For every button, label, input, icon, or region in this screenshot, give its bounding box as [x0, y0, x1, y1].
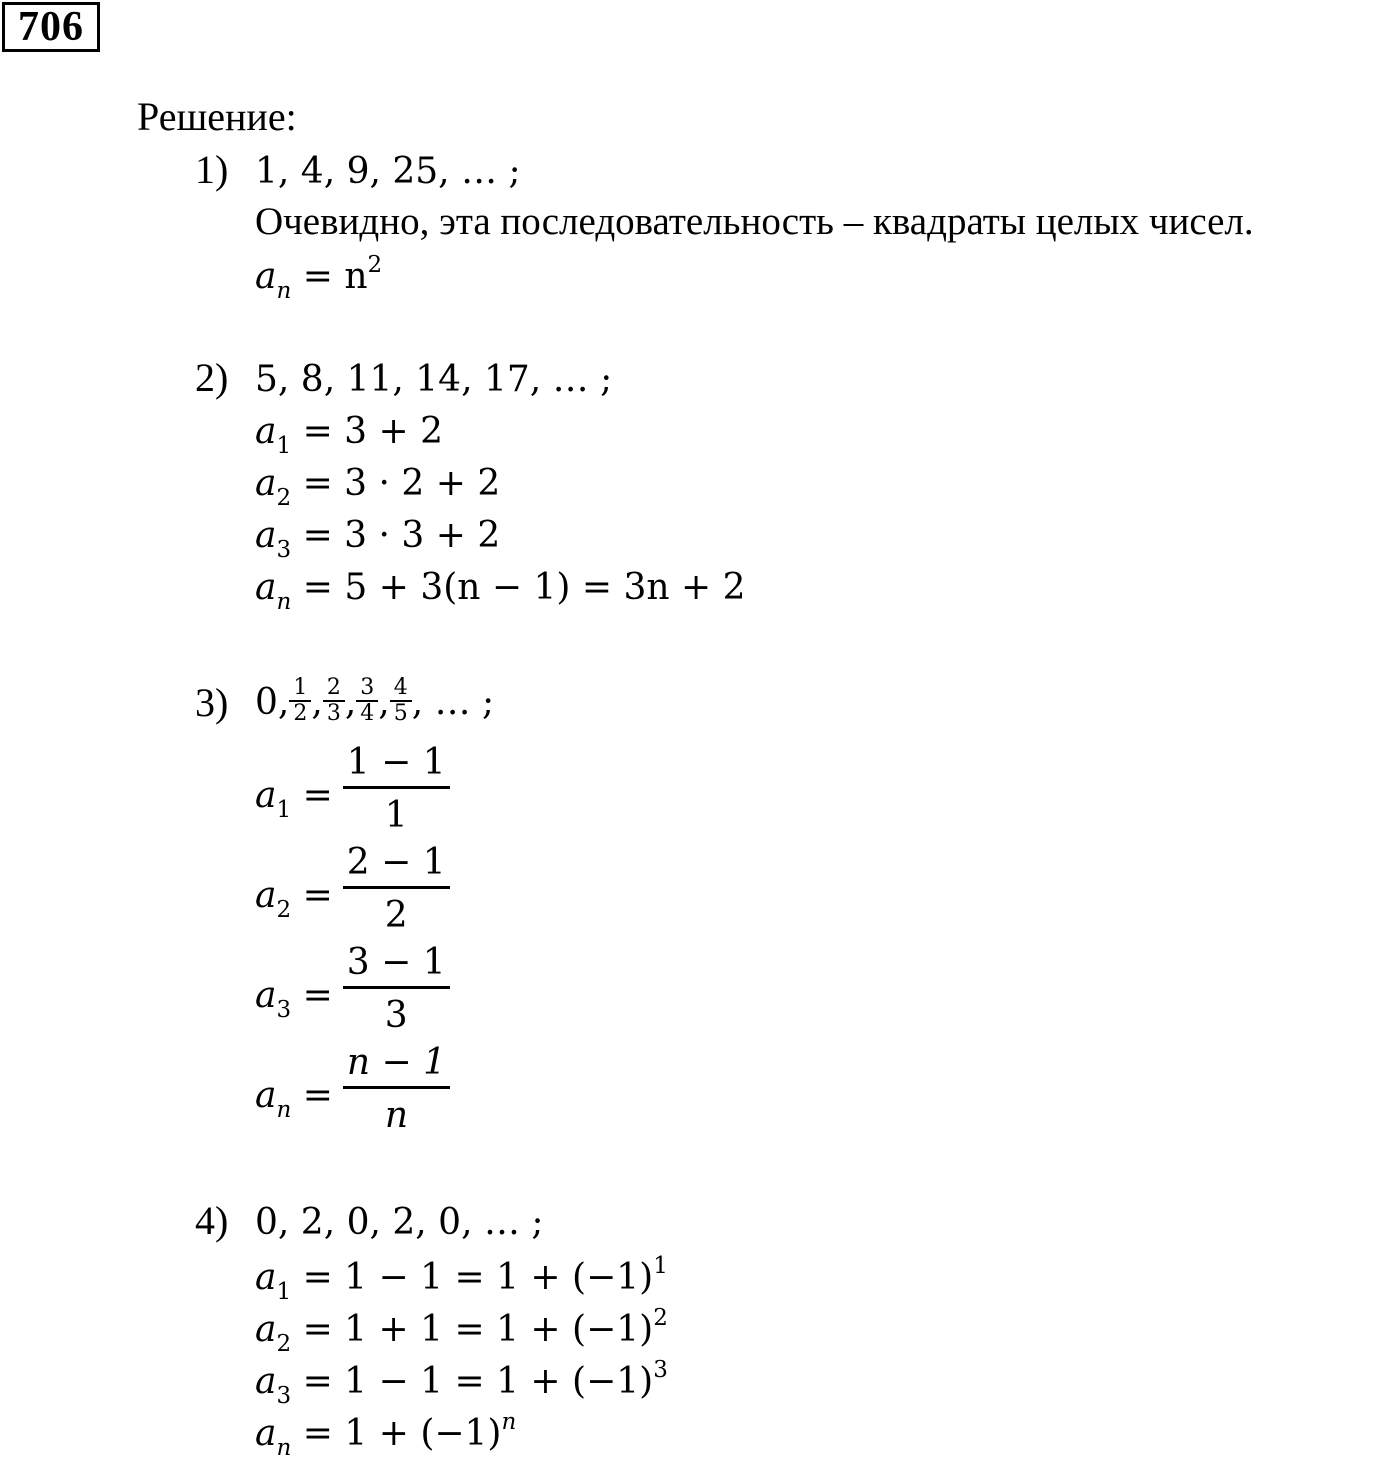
seq-first: 0,	[255, 682, 290, 723]
seq-fraction	[289, 676, 311, 726]
item-3-number: 3)	[195, 680, 229, 725]
subscript: 1	[276, 797, 292, 823]
frac-den: 5	[393, 701, 408, 726]
equals: =	[302, 1075, 333, 1116]
item-3-sequence: 0, $\frac{1}{2}$ , $\frac{2}{3}$ , $\frac{3}{4}$ , $\frac{4}{5}$ , … ;	[255, 675, 495, 726]
frac-den: 2	[293, 701, 308, 726]
formula-sub: n	[276, 278, 292, 304]
frac-num: 3 − 1	[343, 940, 450, 989]
frac-den: 1	[384, 795, 408, 836]
subscript: 2	[276, 485, 292, 511]
frac-num: 2 − 1	[343, 840, 450, 889]
equals: =	[302, 775, 333, 816]
subscript: 3	[276, 1383, 292, 1409]
a-var: a	[255, 411, 277, 452]
rhs: = 1 + (−1)	[302, 1413, 502, 1454]
superscript: 3	[653, 1357, 668, 1383]
rhs: = 1 − 1 = 1 + (−1)	[302, 1361, 654, 1402]
equals: =	[302, 975, 333, 1016]
fraction	[343, 840, 450, 943]
subscript: n	[276, 589, 292, 615]
rhs: = 1 − 1 = 1 + (−1)	[302, 1257, 654, 1298]
seq-fraction	[390, 676, 412, 726]
frac-num: 2	[323, 676, 345, 702]
a-var: a	[255, 463, 277, 504]
superscript: 2	[653, 1305, 668, 1331]
subscript: 2	[276, 897, 292, 923]
frac-num: 3	[356, 676, 378, 702]
equals: =	[302, 875, 333, 916]
item-3-line-4	[255, 1044, 450, 1147]
subscript: 1	[276, 433, 292, 459]
a-var: a	[255, 775, 277, 816]
fraction	[343, 940, 450, 1043]
item-1-formula	[255, 252, 382, 302]
item-3-line-3	[255, 944, 450, 1047]
a-var: a	[255, 1361, 277, 1402]
item-2-line-4	[255, 563, 746, 613]
subscript: n	[276, 1435, 292, 1461]
item-3-line-2	[255, 844, 450, 947]
frac-den	[343, 1089, 450, 1143]
item-1-note: Очевидно, эта последовательность – квадраты целых чисел.	[255, 200, 1254, 243]
subscript: 3	[276, 537, 292, 563]
item-2-number: 2)	[195, 355, 229, 400]
seq-fraction	[323, 676, 345, 726]
a-var: a	[255, 1309, 277, 1350]
fraction	[343, 740, 450, 843]
a-var: a	[255, 1413, 277, 1454]
problem-number-badge: 706	[2, 2, 100, 52]
frac-num: 4	[390, 676, 412, 702]
formula-sup: 2	[367, 252, 383, 278]
fraction	[343, 1040, 450, 1143]
rhs: = 3 · 2 + 2	[302, 463, 501, 504]
rhs: = 3 · 3 + 2	[302, 515, 501, 556]
rhs: = 5 + 3(n − 1) = 3n + 2	[302, 567, 746, 608]
item-4-line-4	[255, 1409, 516, 1459]
a-var: a	[255, 567, 277, 608]
item-2-line-2	[255, 459, 500, 509]
item-4-line-2	[255, 1305, 668, 1355]
frac-den: 2	[384, 895, 408, 936]
frac-num-text: n − 1	[346, 1042, 447, 1083]
rhs: = 1 + 1 = 1 + (−1)	[302, 1309, 654, 1350]
item-1-number: 1)	[195, 147, 229, 192]
rhs: = 3 + 2	[302, 411, 444, 452]
subscript: 2	[276, 1331, 292, 1357]
a-var: a	[255, 875, 277, 916]
superscript: n	[501, 1409, 517, 1435]
frac-den: 3	[384, 995, 408, 1036]
item-1-sequence: 1, 4, 9, 25, … ;	[255, 151, 521, 192]
subscript: 1	[276, 1279, 292, 1305]
subscript: 3	[276, 997, 292, 1023]
formula-var: a	[255, 256, 277, 297]
frac-den-text: n	[384, 1095, 409, 1136]
seq-tail: , … ;	[411, 682, 495, 723]
a-var: a	[255, 1257, 277, 1298]
frac-den: 3	[326, 701, 341, 726]
seq-fraction	[356, 676, 378, 726]
item-4-line-3	[255, 1357, 668, 1407]
subscript: n	[276, 1097, 292, 1123]
a-var: a	[255, 515, 277, 556]
item-4-number: 4)	[195, 1198, 229, 1243]
a-var: a	[255, 975, 277, 1016]
frac-num: 1 − 1	[343, 740, 450, 789]
item-3-line-1	[255, 744, 450, 847]
frac-den: 4	[360, 701, 375, 726]
item-2-sequence: 5, 8, 11, 14, 17, … ;	[255, 359, 613, 400]
solution-label: Решение:	[137, 94, 297, 139]
item-2-line-3	[255, 511, 500, 561]
item-4-line-1	[255, 1253, 668, 1303]
a-var: a	[255, 1075, 277, 1116]
formula-rhs: = n	[302, 256, 368, 297]
frac-num: 1	[289, 676, 311, 702]
item-2-line-1	[255, 407, 443, 457]
item-4-sequence: 0, 2, 0, 2, 0, … ;	[255, 1202, 544, 1243]
superscript: 1	[653, 1253, 668, 1279]
frac-num	[343, 1040, 450, 1089]
